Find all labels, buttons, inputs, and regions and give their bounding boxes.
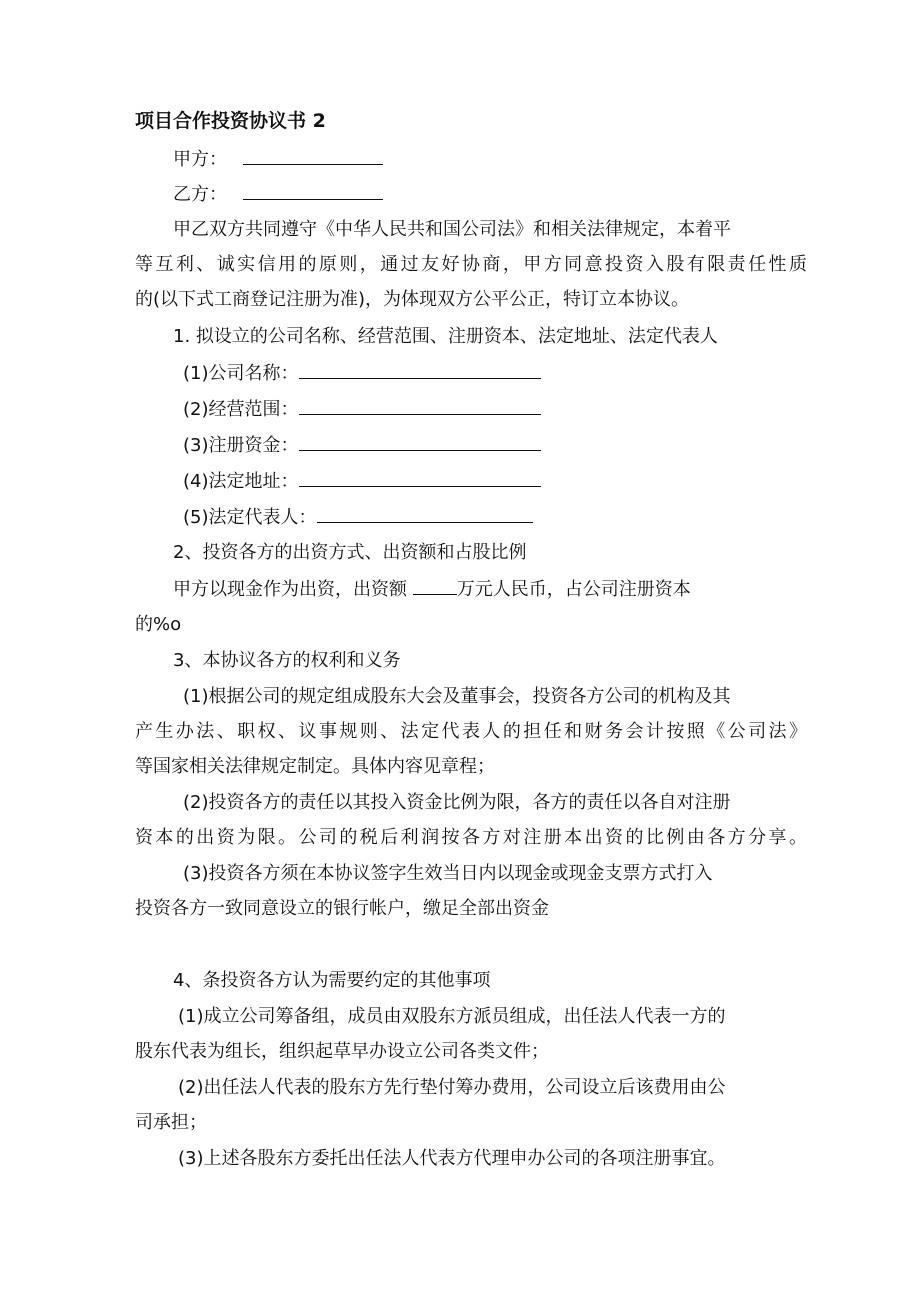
- section2-line: [173, 576, 691, 602]
- document-title: 项目合作投资协议书 2: [135, 110, 326, 132]
- section3-paragraph-line: (1)根据公司的规定组成股东大会及董事会，投资各方公司的机构及其: [183, 686, 731, 707]
- business-scope-field: [183, 396, 541, 422]
- section3-paragraph-line: 投资各方一致同意设立的银行帐户，缴足全部出资金: [135, 898, 549, 919]
- intro-line: 等互利、诚实信用的原则，通过友好协商，甲方同意投资入股有限责任性质: [135, 254, 807, 275]
- field-label: (5)法定代表人：: [183, 507, 317, 528]
- section2-heading: 2、投资各方的出资方式、出资额和占股比例: [173, 542, 527, 563]
- legal-representative-blank: [317, 504, 533, 523]
- field-label: (1)公司名称：: [183, 363, 299, 384]
- section3-paragraph-line: (3)投资各方须在本协议签字生效当日内以现金或现金支票方式打入: [183, 863, 713, 884]
- legal-representative-field: [183, 504, 533, 530]
- field-label: (3)注册资金：: [183, 435, 299, 456]
- section2-line: 的%o: [135, 614, 182, 635]
- business-scope-blank: [299, 396, 541, 415]
- section3-paragraph-line: 产生办法、职权、议事规则、法定代表人的担任和财务会计按照《公司法》: [135, 721, 807, 742]
- party-a-blank: [243, 146, 383, 165]
- contribution-amount-blank: [413, 576, 457, 595]
- section4-paragraph-line: (3)上述各股东方委托出任法人代表方代理申办公司的各项注册事宜。: [178, 1148, 726, 1169]
- intro-line: 的(以下式工商登记注册为准)，为体现双方公平公正，特订立本协议。: [135, 289, 690, 310]
- party-b-label: 乙方：: [173, 184, 227, 205]
- legal-address-blank: [299, 468, 541, 487]
- section2-text-b: 万元人民币，占公司注册资本: [456, 579, 691, 600]
- field-label: (4)法定地址：: [183, 471, 299, 492]
- party-b-line: [173, 181, 383, 207]
- party-a-label: 甲方：: [173, 149, 227, 170]
- registered-capital-blank: [299, 432, 541, 451]
- section3-paragraph-line: 资本的出资为限。公司的税后利润按各方对注册本出资的比例由各方分享。: [135, 827, 807, 848]
- section4-paragraph-line: (1)成立公司筹备组，成员由双股东方派员组成，出任法人代表一方的: [178, 1006, 726, 1027]
- registered-capital-field: [183, 432, 541, 458]
- intro-line: 甲乙双方共同遵守《中华人民共和国公司法》和相关法律规定，本着平: [173, 219, 731, 240]
- section4-heading: 4、条投资各方认为需要约定的其他事项: [173, 970, 491, 991]
- section4-paragraph-line: 股东代表为组长，组织起草早办设立公司各类文件；: [135, 1041, 549, 1062]
- section2-text-a: 甲方以现金作为出资，出资额: [173, 579, 413, 600]
- section4-paragraph-line: (2)出任法人代表的股东方先行垫付筹办费用，公司设立后该费用由公: [178, 1077, 726, 1098]
- section3-paragraph-line: (2)投资各方的责任以其投入资金比例为限，各方的责任以各自对注册: [183, 792, 731, 813]
- section1-heading: 1. 拟设立的公司名称、经营范围、注册资本、法定地址、法定代表人: [173, 326, 718, 347]
- section4-paragraph-line: 司承担；: [135, 1112, 207, 1133]
- legal-address-field: [183, 468, 541, 494]
- field-label: (2)经营范围：: [183, 399, 299, 420]
- section3-heading: 3、本协议各方的权利和义务: [173, 650, 401, 671]
- company-name-field: [183, 360, 541, 386]
- company-name-blank: [299, 360, 541, 379]
- section3-paragraph-line: 等国家相关法律规定制定。具体内容见章程；: [135, 756, 495, 777]
- party-a-line: [173, 146, 383, 172]
- party-b-blank: [243, 181, 383, 200]
